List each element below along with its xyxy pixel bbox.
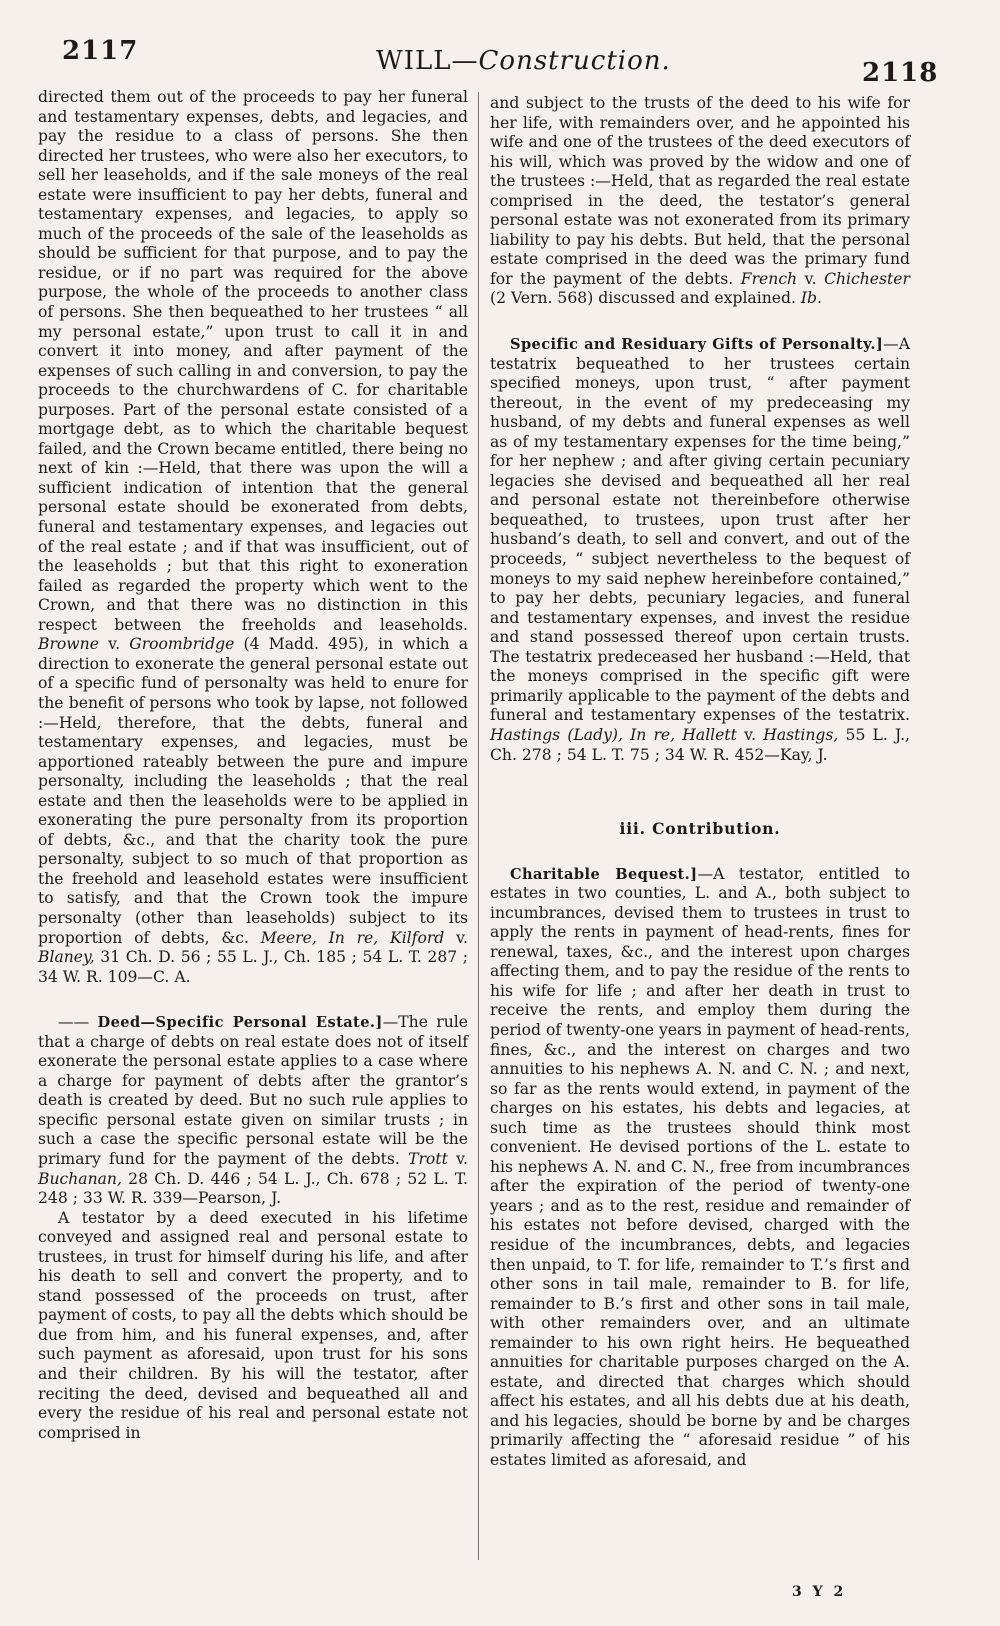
dash: —— [58, 1013, 98, 1032]
versus: v. [444, 928, 468, 947]
paragraph-meere [38, 88, 468, 987]
text: —A testatrix bequeathed to her trustees certain specified moneys, upon trust, “ after payment thereout, in the event of my predeceasing my husband, of my debts and funeral expenses as well as of my testamentary expenses for the time being,” for her nephew ; and after giving certain pecuniary legacies she devised and bequeathed all her real and personal estate not thereinbefore otherwise bequeathed, to trustees, upon trust after her husband’s death, to sell and convert, and out of the proceeds, “ subject nevertheless to the bequest of moneys to my said nephew hereinbefore contained,” to pay her debts, pecuniary legacies, and funeral and testamentary expenses, and invest the residue and stand possessed thereof upon certain trusts. The testatrix predeceased her husband :—Held, that the moneys comprised in the specific gift were primarily applicable to the payment of the debts and funeral and testamentary expenses of the testatrix. [490, 335, 910, 725]
citation: (2 Vern. 568) discussed and explained. [490, 289, 796, 308]
versus: v. [797, 269, 825, 288]
subheading: Specific and Residuary Gifts of Personalty.] [510, 336, 884, 354]
text: —The rule that a charge of debts on real estate does not of itself exonerate the personal estate applies to a case where a charge for payment of debts after the grantor’s death is created by deed. But no such rule applies to specific personal estate given on similar trusts ; in such a case the specific personal estate will be the primary fund for the payment of the debts. [38, 1013, 468, 1168]
running-title-main: WILL— [376, 46, 479, 76]
right-column [490, 94, 910, 1471]
case-name: Blaney, [38, 948, 95, 967]
paragraph-testator-deed: A testator by a deed executed in his lifetime conveyed and assigned real and personal estate to trustees, in trust for himself during his life, and after his death to sell and convert the property, and to stand possessed of the proceeds on trust, after payment of costs, to pay all the debts which should be due from him, and his funeral expenses, and, after such payment as aforesaid, upon trust for his sons and their children. By his will the testator, after reciting the deed, devised and bequeathed all and every the residue of his real and personal estate not comprised in [38, 1208, 468, 1442]
versus: v. [98, 635, 130, 654]
subheading: Charitable Bequest.] [510, 865, 698, 883]
text: (4 Madd. 495), in which a direction to exonerate the general personal estate out of a specific fund of personalty was held to enure for the benefit of persons who took by lapse, not followed :—Held, therefore, that the debts, funeral and testamentary expenses, and legacies, must be apportioned rateably between the pure and impure personalty, including the leaseholds ; that the real estate and then the leaseholds were to be applied in exonerating the pure personalty from its proportion of debts, &c., and that the charity took the pure personalty, subject to so much of that proportion as the freehold and leasehold estates were insufficient to satisfy, and that the Crown took the impure personalty (other than leaseholds) subject to its proportion of debts, &c. [38, 635, 468, 947]
citation: 55 L. J., Ch. 278 ; 54 L. T. 75 ; 34 W. R. 452—Kay, J. [490, 725, 910, 764]
case-name: Groombridge [129, 635, 235, 654]
versus: v. [447, 1149, 468, 1168]
paragraph-deed-specific [38, 1013, 468, 1208]
text: and subject to the trusts of the deed to his wife for her life, with remainders over, and he appointed his wife and one of the trustees of the deed executors of his will, which was proved by the widow and one of the trustees :—Held, that as regarded the real estate comprised in the deed, the testator’s general personal estate was not exonerated from its primary liability to pay his debts. But held, that the personal estate comprised in the deed was the primary fund for the payment of the debts. [490, 94, 910, 288]
section-heading: iii. Contribution. [619, 819, 781, 839]
text: directed them out of the proceeds to pay her funeral and testamentary expenses, debts, and legacies, and pay the residue to a class of persons. She then directed her trustees, who were also her executors, to sell her leaseholds, and if the sale moneys of the real estate were insufficient to pay her debts, funeral and testamentary expenses, and legacies, to apply so much of the proceeds of the sale of the leaseholds as should be sufficient for that purpose, and to pay the residue, or if no part was required for the above purpose, the whole of the proceeds to another class of persons. She then bequeathed to her trustees “ all my personal estate,” upon trust to call it in and convert it into money, and after payment of the expenses of such calling in and conversion, to pay the proceeds to the churchwardens of C. for charitable purposes. Part of the personal estate consisted of a mortgage debt, as to which the charitable bequest failed, and the Crown became entitled, there being no next of kin :—Held, that there was upon the will a sufficient indication of intention that the general personal estate should be exonerated from debts, funeral and testamentary expenses, and legacies out of the real estate ; and if that was insufficient, out of the leaseholds ; but that this right to exoneration failed as regarded the property which went to the Crown, and that there was no distinction in this respect between the freeholds and leaseholds. [38, 88, 468, 634]
citation: 31 Ch. D. 56 ; 55 L. J., Ch. 185 ; 54 L. T. 287 ; 34 W. R. 109—C. A. [38, 948, 468, 986]
subheading: Deed—Specific Personal Estate.] [97, 1014, 383, 1032]
column-divider [478, 92, 479, 1560]
left-column [38, 88, 468, 1443]
case-name: Meere, In re, Kilford [260, 928, 445, 947]
case-name: Browne [38, 635, 99, 654]
case-name: Trott [408, 1149, 448, 1168]
ibid: Ib. [800, 289, 822, 308]
page-number-right: 2118 [862, 58, 939, 88]
paragraph-french [490, 94, 910, 309]
paragraph-specific-residuary [490, 335, 910, 765]
case-name: Chichester [824, 269, 910, 288]
versus: v. [736, 725, 764, 744]
running-title-subtitle: Construction. [478, 46, 671, 76]
case-name: Buchanan, [38, 1169, 122, 1188]
running-title [376, 46, 671, 76]
case-name: Hastings (Lady), In re, Hallett [490, 725, 737, 744]
signature-mark: 3 Y 2 [792, 1584, 847, 1600]
paragraph-charitable-bequest [490, 865, 910, 1471]
citation: 28 Ch. D. 446 ; 54 L. J., Ch. 678 ; 52 L. T. 248 ; 33 W. R. 339—Pearson, J. [38, 1169, 468, 1208]
case-name: Hastings, [763, 725, 839, 744]
page-number-left: 2117 [62, 36, 139, 66]
case-name: French [740, 269, 798, 288]
text: —A testator, entitled to estates in two counties, L. and A., both subject to incumbrances, devised them to trustees in trust to apply the rents in payment of head-rents, fines for renewal, taxes, &c., and the interest upon charges affecting them, and to pay the residue of the rents to his wife for life ; and after her death in trust to receive the rents, and employ them during the period of twenty-one years in payment of head-rents, fines, &c., and the interest on charges and two annuities to his nephews A. N. and C. N. ; and next, so far as the rents would extend, in payment of the charges on his estates, his debts and legacies, at such time as the trustees should think most convenient. He devised portions of the L. estate to his nephews A. N. and C. N., free from incumbrances after the expiration of the period of twenty-one years ; and as to the rest, residue and remainder of his estates not before devised, charged with the residue of the incumbrances, debts, and legacies then unpaid, to T. for life, remainder to T.’s first and other sons in tail male, remainder to B. for life, remainder to B.’s first and other sons in tail male, with other remainders over, and an ultimate remainder to his own right heirs. He bequeathed annuities for charitable purposes charged on the A. estate, and directed that charges which should affect his estates, and all his debts due at his death, and his legacies, should be borne by and be charges primarily affecting the “ aforesaid residue ” of his estates limited as aforesaid, and [490, 864, 910, 1469]
